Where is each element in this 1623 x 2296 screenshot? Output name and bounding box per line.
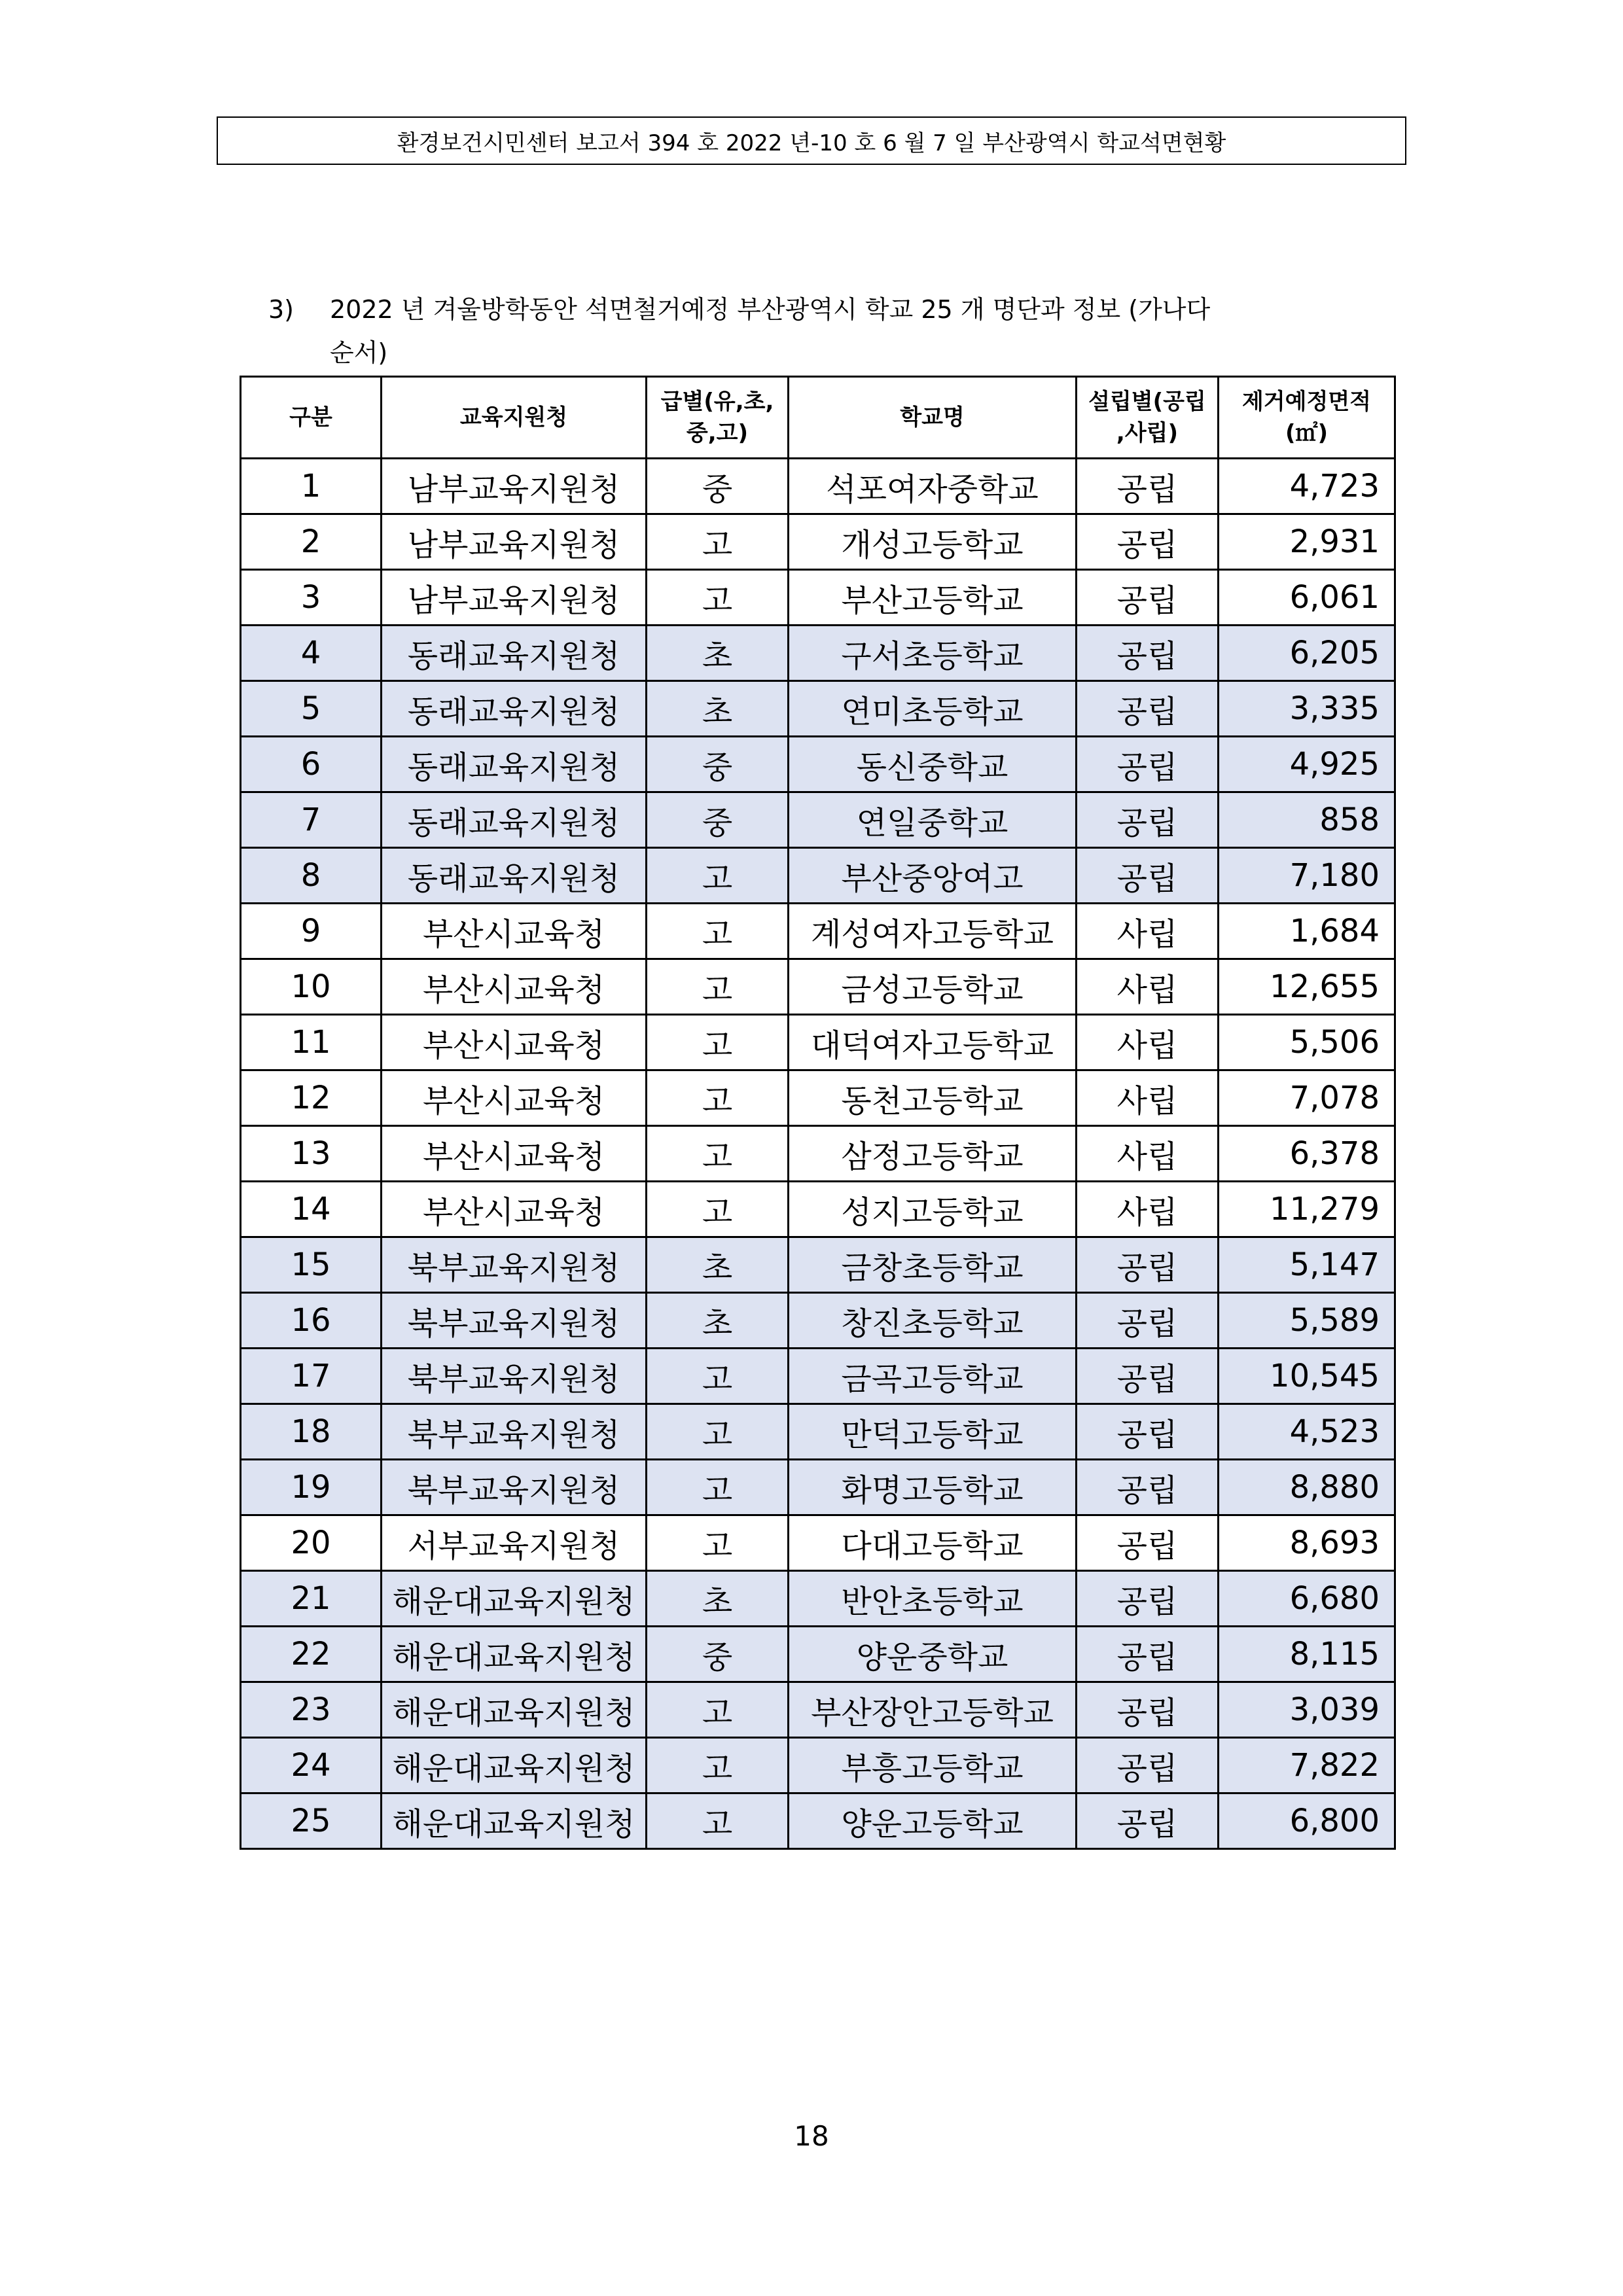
row-number: 4	[241, 626, 382, 681]
school-level: 초	[647, 681, 789, 737]
row-number: 16	[241, 1293, 382, 1349]
row-number: 22	[241, 1627, 382, 1682]
row-number: 13	[241, 1126, 382, 1182]
table-row	[241, 1182, 1395, 1237]
school-level: 고	[647, 1404, 789, 1460]
removal-area: 6,800	[1219, 1793, 1395, 1849]
table-row	[241, 1460, 1395, 1515]
table-header-row	[241, 377, 1395, 459]
row-number: 1	[241, 459, 382, 514]
education-office: 북부교육지원청	[382, 1404, 647, 1460]
school-level: 고	[647, 848, 789, 904]
removal-area: 8,693	[1219, 1515, 1395, 1571]
removal-area: 4,925	[1219, 737, 1395, 792]
school-level: 중	[647, 1627, 789, 1682]
education-office: 남부교육지원청	[382, 570, 647, 626]
removal-area: 3,039	[1219, 1682, 1395, 1738]
establishment-type: 공립	[1077, 570, 1219, 626]
school-level: 고	[647, 1738, 789, 1793]
education-office: 해운대교육지원청	[382, 1738, 647, 1793]
establishment-type: 공립	[1077, 1293, 1219, 1349]
removal-area: 8,880	[1219, 1460, 1395, 1515]
school-name: 양운중학교	[789, 1627, 1077, 1682]
section-title-text: 2022 년 겨울방학동안 석면철거예정 부산광역시 학교 25 개 명단과 정보 (가나다	[330, 295, 1211, 324]
school-name: 부산장안고등학교	[789, 1682, 1077, 1738]
school-name: 동천고등학교	[789, 1070, 1077, 1126]
table-row	[241, 681, 1395, 737]
school-name: 다대고등학교	[789, 1515, 1077, 1571]
school-name: 삼정고등학교	[789, 1126, 1077, 1182]
section-title-line1	[268, 288, 1381, 331]
school-name: 부산중앙여고	[789, 848, 1077, 904]
school-name: 연미초등학교	[789, 681, 1077, 737]
removal-area: 3,335	[1219, 681, 1395, 737]
table-row	[241, 1126, 1395, 1182]
row-number: 23	[241, 1682, 382, 1738]
school-level: 고	[647, 1460, 789, 1515]
school-name: 석포여자중학교	[789, 459, 1077, 514]
establishment-type: 공립	[1077, 1738, 1219, 1793]
table-row	[241, 459, 1395, 514]
school-level: 고	[647, 1182, 789, 1237]
education-office: 해운대교육지원청	[382, 1627, 647, 1682]
education-office: 북부교육지원청	[382, 1293, 647, 1349]
establishment-type: 공립	[1077, 1682, 1219, 1738]
table-row	[241, 959, 1395, 1015]
row-number: 17	[241, 1349, 382, 1404]
establishment-type: 사립	[1077, 1126, 1219, 1182]
table-row	[241, 1404, 1395, 1460]
school-level: 초	[647, 626, 789, 681]
establishment-type: 사립	[1077, 1015, 1219, 1070]
school-name: 화명고등학교	[789, 1460, 1077, 1515]
school-name: 양운고등학교	[789, 1793, 1077, 1849]
establishment-type: 공립	[1077, 1460, 1219, 1515]
school-level: 고	[647, 904, 789, 959]
row-number: 2	[241, 514, 382, 570]
school-name: 반안초등학교	[789, 1571, 1077, 1627]
school-level: 고	[647, 1349, 789, 1404]
row-number: 7	[241, 792, 382, 848]
removal-area: 12,655	[1219, 959, 1395, 1015]
establishment-type: 사립	[1077, 1070, 1219, 1126]
establishment-type: 사립	[1077, 959, 1219, 1015]
education-office: 북부교육지원청	[382, 1349, 647, 1404]
education-office: 북부교육지원청	[382, 1237, 647, 1293]
education-office: 해운대교육지원청	[382, 1682, 647, 1738]
report-header	[217, 116, 1406, 165]
school-name: 구서초등학교	[789, 626, 1077, 681]
removal-area: 1,684	[1219, 904, 1395, 959]
table-row	[241, 737, 1395, 792]
school-level: 중	[647, 792, 789, 848]
school-level: 초	[647, 1571, 789, 1627]
section-number: 3)	[268, 295, 294, 324]
school-name: 부흥고등학교	[789, 1738, 1077, 1793]
table-row	[241, 514, 1395, 570]
row-number: 15	[241, 1237, 382, 1293]
report-header-title: 환경보건시민센터 보고서 394 호 2022 년-10 호 6 월 7 일 부산광역시 학교석면현황	[397, 130, 1226, 156]
establishment-type: 공립	[1077, 1349, 1219, 1404]
establishment-type: 공립	[1077, 1793, 1219, 1849]
education-office: 동래교육지원청	[382, 681, 647, 737]
row-number: 8	[241, 848, 382, 904]
column-header: 학교명	[789, 377, 1077, 459]
school-level: 고	[647, 959, 789, 1015]
school-name: 부산고등학교	[789, 570, 1077, 626]
school-level: 고	[647, 570, 789, 626]
table-row	[241, 1349, 1395, 1404]
education-office: 북부교육지원청	[382, 1460, 647, 1515]
table-row	[241, 848, 1395, 904]
establishment-type: 공립	[1077, 848, 1219, 904]
section-title-line2: 순서)	[330, 338, 388, 367]
table-row	[241, 626, 1395, 681]
table-row	[241, 1015, 1395, 1070]
table-row	[241, 1293, 1395, 1349]
row-number: 21	[241, 1571, 382, 1627]
school-level: 고	[647, 1126, 789, 1182]
establishment-type: 공립	[1077, 1571, 1219, 1627]
establishment-type: 공립	[1077, 1404, 1219, 1460]
school-name: 계성여자고등학교	[789, 904, 1077, 959]
row-number: 19	[241, 1460, 382, 1515]
table-row	[241, 1738, 1395, 1793]
removal-area: 6,205	[1219, 626, 1395, 681]
removal-area: 4,723	[1219, 459, 1395, 514]
column-header: 교육지원청	[382, 377, 647, 459]
removal-area: 858	[1219, 792, 1395, 848]
row-number: 25	[241, 1793, 382, 1849]
education-office: 남부교육지원청	[382, 459, 647, 514]
school-name: 대덕여자고등학교	[789, 1015, 1077, 1070]
school-name: 만덕고등학교	[789, 1404, 1077, 1460]
school-level: 중	[647, 737, 789, 792]
education-office: 동래교육지원청	[382, 626, 647, 681]
row-number: 6	[241, 737, 382, 792]
school-level: 고	[647, 1515, 789, 1571]
education-office: 부산시교육청	[382, 1070, 647, 1126]
removal-area: 7,180	[1219, 848, 1395, 904]
table-row	[241, 792, 1395, 848]
removal-area: 5,147	[1219, 1237, 1395, 1293]
school-level: 고	[647, 514, 789, 570]
removal-area: 11,279	[1219, 1182, 1395, 1237]
row-number: 3	[241, 570, 382, 626]
column-header: 제거예정면적 (㎡)	[1219, 377, 1395, 459]
removal-area: 6,061	[1219, 570, 1395, 626]
removal-area: 8,115	[1219, 1627, 1395, 1682]
education-office: 해운대교육지원청	[382, 1793, 647, 1849]
removal-area: 4,523	[1219, 1404, 1395, 1460]
establishment-type: 공립	[1077, 792, 1219, 848]
removal-area: 6,680	[1219, 1571, 1395, 1627]
school-name: 성지고등학교	[789, 1182, 1077, 1237]
establishment-type: 공립	[1077, 1627, 1219, 1682]
education-office: 해운대교육지원청	[382, 1571, 647, 1627]
education-office: 부산시교육청	[382, 959, 647, 1015]
education-office: 부산시교육청	[382, 1182, 647, 1237]
row-number: 18	[241, 1404, 382, 1460]
school-name: 금성고등학교	[789, 959, 1077, 1015]
school-level: 고	[647, 1793, 789, 1849]
school-name: 금창초등학교	[789, 1237, 1077, 1293]
establishment-type: 공립	[1077, 459, 1219, 514]
table-row	[241, 1682, 1395, 1738]
school-level: 초	[647, 1293, 789, 1349]
row-number: 10	[241, 959, 382, 1015]
education-office: 서부교육지원청	[382, 1515, 647, 1571]
removal-area: 2,931	[1219, 514, 1395, 570]
section-title	[268, 288, 1381, 374]
education-office: 동래교육지원청	[382, 737, 647, 792]
removal-area: 5,506	[1219, 1015, 1395, 1070]
row-number: 24	[241, 1738, 382, 1793]
education-office: 동래교육지원청	[382, 848, 647, 904]
establishment-type: 공립	[1077, 681, 1219, 737]
table-row	[241, 1571, 1395, 1627]
education-office: 부산시교육청	[382, 1015, 647, 1070]
establishment-type: 공립	[1077, 626, 1219, 681]
school-level: 중	[647, 459, 789, 514]
school-name: 동신중학교	[789, 737, 1077, 792]
column-header: 구분	[241, 377, 382, 459]
education-office: 남부교육지원청	[382, 514, 647, 570]
school-name: 창진초등학교	[789, 1293, 1077, 1349]
establishment-type: 사립	[1077, 1182, 1219, 1237]
schools-table	[240, 376, 1396, 1850]
row-number: 20	[241, 1515, 382, 1571]
education-office: 부산시교육청	[382, 1126, 647, 1182]
education-office: 동래교육지원청	[382, 792, 647, 848]
row-number: 11	[241, 1015, 382, 1070]
table-row	[241, 1793, 1395, 1849]
column-header: 설립별(공립 ,사립)	[1077, 377, 1219, 459]
column-header: 급별(유,초, 중,고)	[647, 377, 789, 459]
school-name: 개성고등학교	[789, 514, 1077, 570]
establishment-type: 공립	[1077, 514, 1219, 570]
row-number: 12	[241, 1070, 382, 1126]
removal-area: 6,378	[1219, 1126, 1395, 1182]
row-number: 9	[241, 904, 382, 959]
table-row	[241, 570, 1395, 626]
establishment-type: 사립	[1077, 904, 1219, 959]
school-level: 고	[647, 1015, 789, 1070]
establishment-type: 공립	[1077, 1515, 1219, 1571]
row-number: 5	[241, 681, 382, 737]
school-level: 고	[647, 1682, 789, 1738]
table-row	[241, 1515, 1395, 1571]
table-row	[241, 1070, 1395, 1126]
removal-area: 5,589	[1219, 1293, 1395, 1349]
table-row	[241, 1627, 1395, 1682]
school-name: 연일중학교	[789, 792, 1077, 848]
school-level: 초	[647, 1237, 789, 1293]
table-body	[241, 459, 1395, 1849]
education-office: 부산시교육청	[382, 904, 647, 959]
page-number: 18	[794, 2120, 829, 2152]
removal-area: 7,078	[1219, 1070, 1395, 1126]
school-name: 금곡고등학교	[789, 1349, 1077, 1404]
removal-area: 7,822	[1219, 1738, 1395, 1793]
row-number: 14	[241, 1182, 382, 1237]
establishment-type: 공립	[1077, 1237, 1219, 1293]
table-row	[241, 904, 1395, 959]
establishment-type: 공립	[1077, 737, 1219, 792]
removal-area: 10,545	[1219, 1349, 1395, 1404]
table-row	[241, 1237, 1395, 1293]
school-level: 고	[647, 1070, 789, 1126]
